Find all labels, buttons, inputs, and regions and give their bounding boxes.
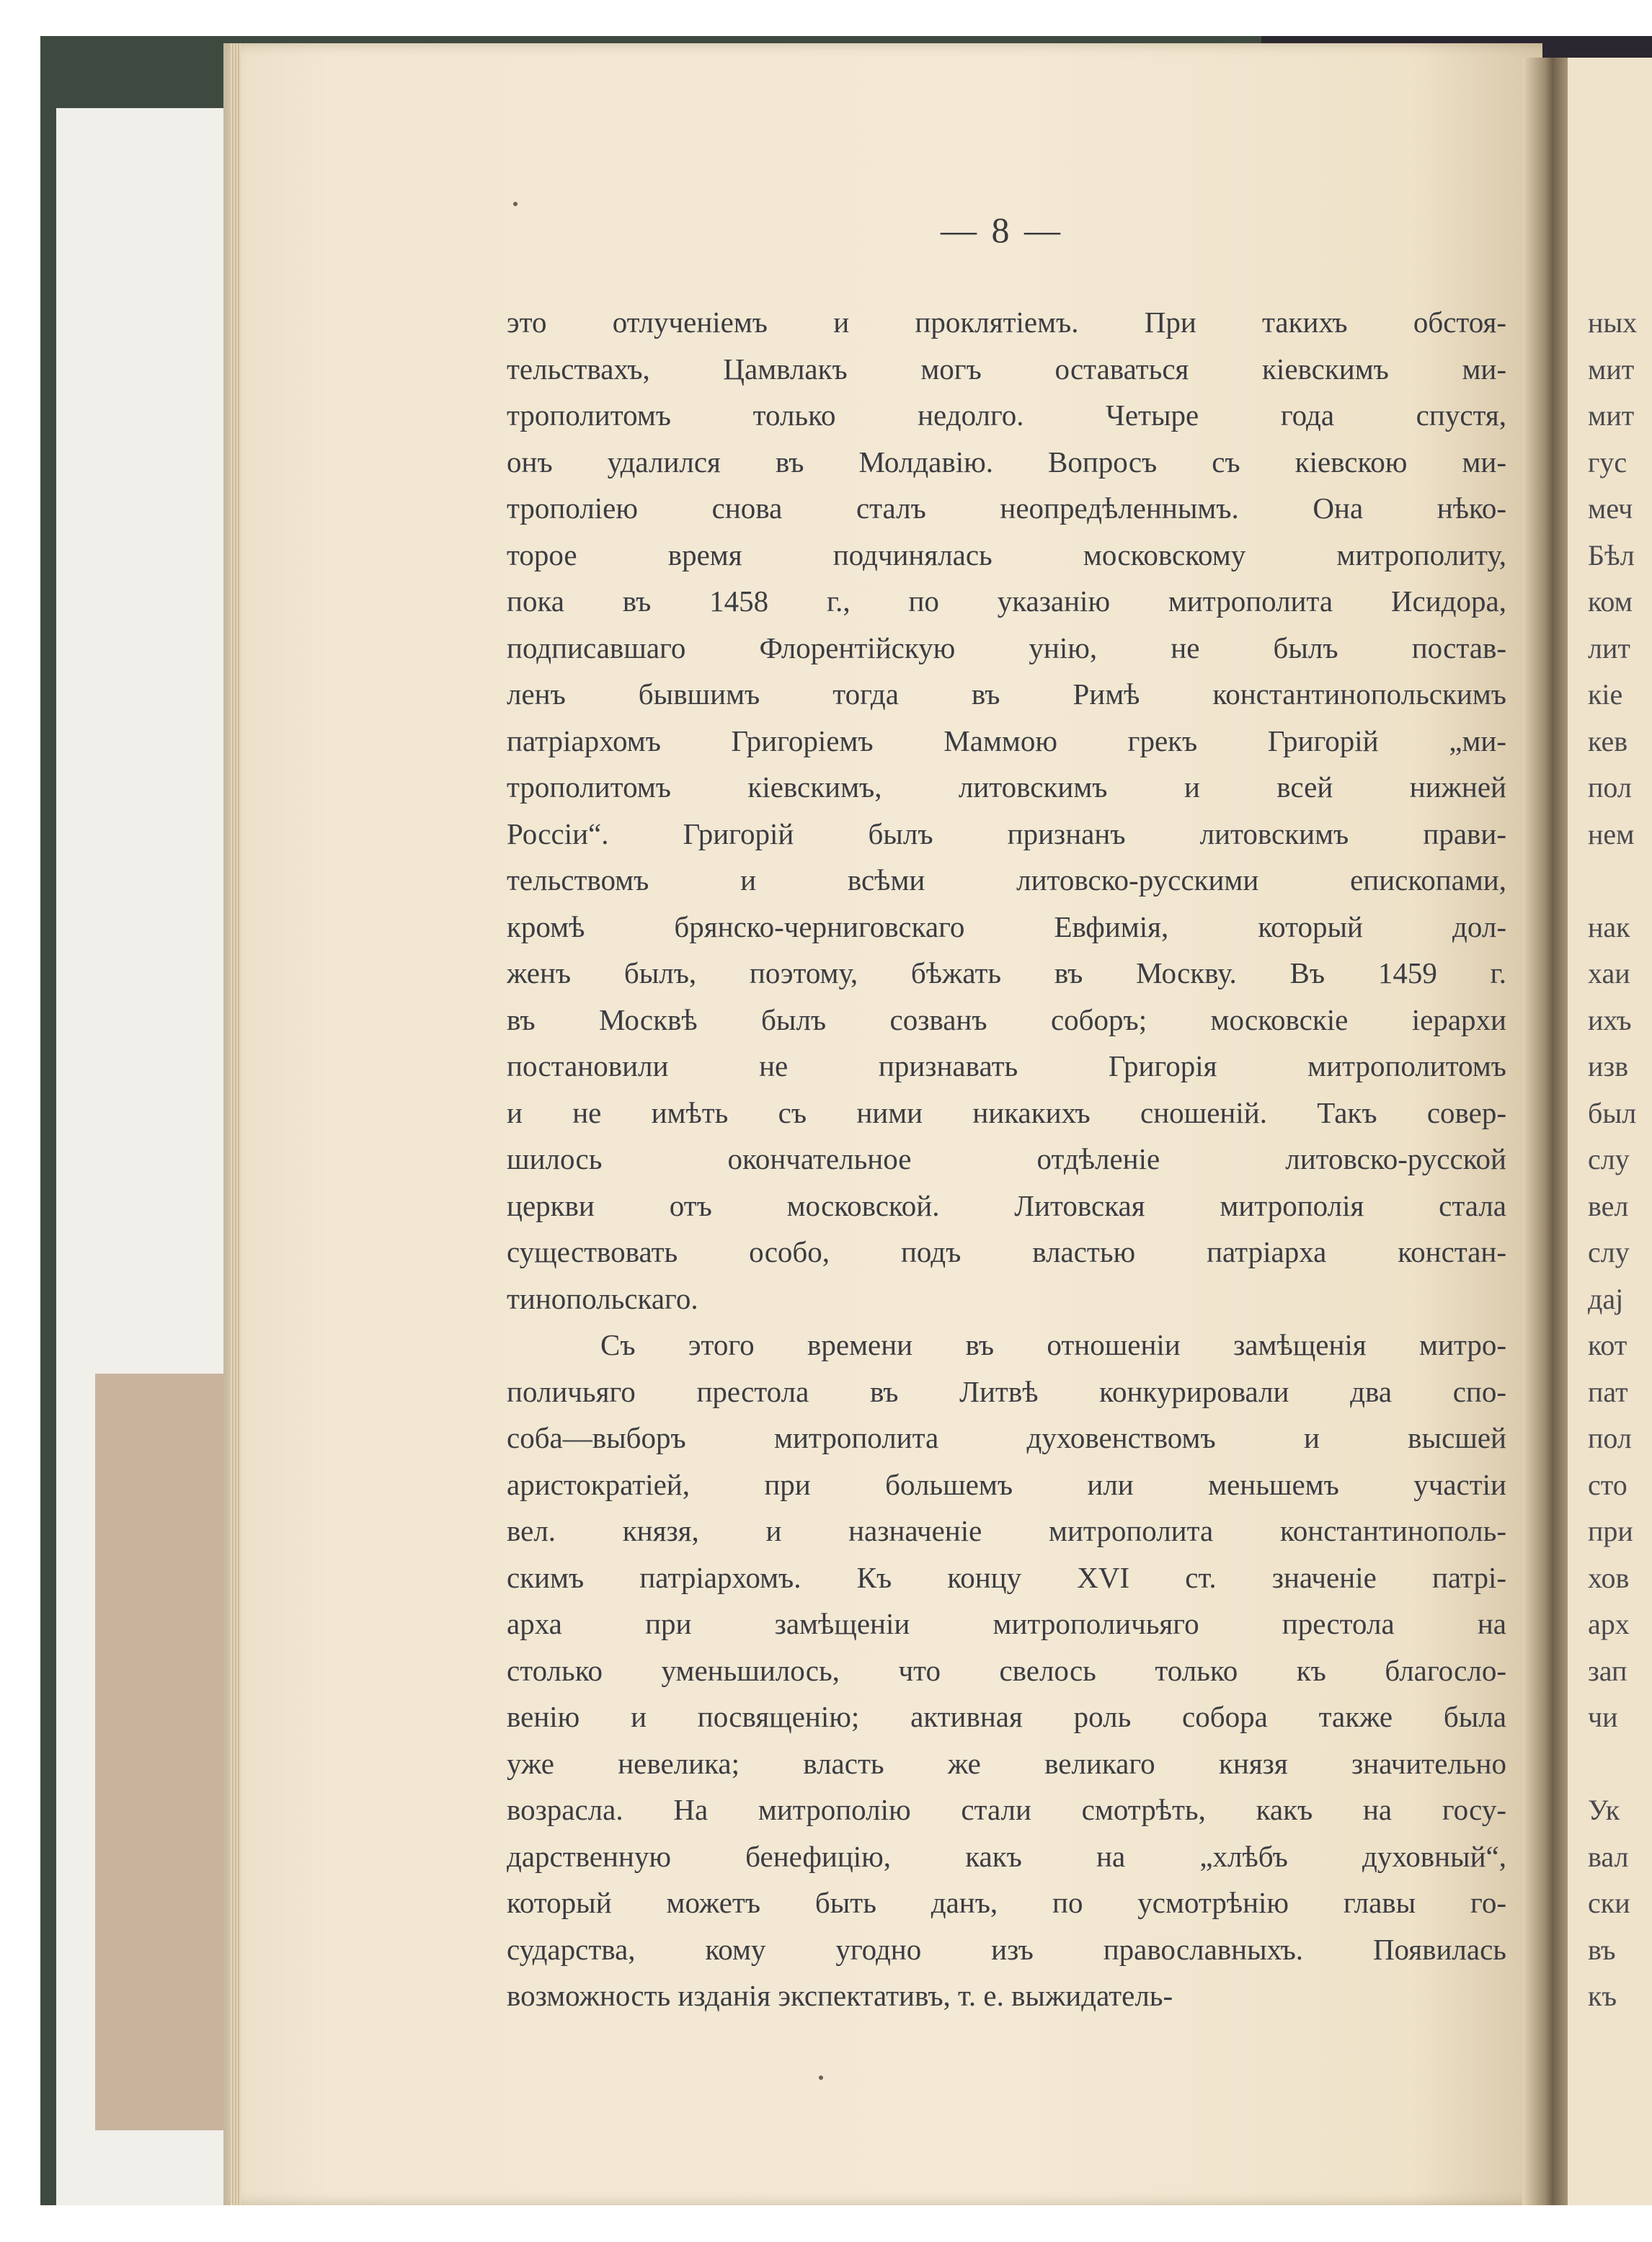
facing-page-fragment: ком [1588, 585, 1633, 618]
text-line: въ Москвѣ былъ созванъ соборъ; московскіе іерархи [507, 1002, 1506, 1036]
text-line: шилось окончательное отдѣленіе литовско-русской [507, 1142, 1506, 1175]
text-line: ленъ бывшимъ тогда въ Римѣ константинопольскимъ [507, 677, 1506, 711]
facing-page-fragment: кіе [1588, 678, 1623, 711]
text-line: торое время подчинялась московскому митрополиту, [507, 538, 1506, 571]
facing-page-fragment: слу [1588, 1143, 1630, 1175]
facing-page-fragment: дај [1588, 1282, 1624, 1315]
text-line: поличьяго престола въ Литвѣ конкурировали два спо- [507, 1374, 1506, 1408]
facing-page-fragment: вел [1588, 1189, 1629, 1222]
ink-speck [819, 2076, 823, 2080]
facing-page-fragment: нем [1588, 817, 1635, 850]
facing-page-fragment: чи [1588, 1701, 1618, 1733]
text-line: подписавшаго Флорентійскую унію, не былъ постав- [507, 631, 1506, 664]
text-line: существовать особо, подъ властью патріарха констан- [507, 1235, 1506, 1268]
text-line: сударства, кому угодно изъ православныхъ. Появилась [507, 1932, 1506, 1966]
facing-page-fragment: Бѣл [1588, 538, 1635, 571]
text-line: столько уменьшилось, что свелось только къ благосло- [507, 1653, 1506, 1687]
text-line: аристократіей, при большемъ или меньшемъ участіи [507, 1467, 1506, 1501]
facing-page-fragment: пол [1588, 771, 1632, 804]
facing-page-fragment: был [1588, 1096, 1637, 1129]
text-line: возрасла. На митрополію стали смотрѣть, какъ на госу- [507, 1793, 1506, 1826]
facing-page-fragment: вал [1588, 1840, 1629, 1873]
facing-page-fragment: лит [1588, 631, 1630, 664]
text-line: патріархомъ Григоріемъ Маммою грекъ Григорій „ми- [507, 724, 1506, 757]
facing-page [1568, 58, 1652, 2205]
facing-page-fragment: нак [1588, 910, 1630, 943]
text-line: Россіи“. Григорій былъ признанъ литовскимъ прави- [507, 817, 1506, 850]
facing-page-fragment: пол [1588, 1422, 1632, 1454]
facing-page-fragment: ихъ [1588, 1003, 1632, 1036]
facing-page-fragment: при [1588, 1515, 1633, 1547]
text-line: трополіею снова сталъ неопредѣленнымъ. Она нѣко- [507, 491, 1506, 525]
book-gutter [1522, 58, 1573, 2205]
text-line: возможность изданія экспектативъ, т. е. выжидатель- [507, 1979, 1173, 2012]
text-line: и не имѣть съ ними никакихъ сношеній. Такъ совер- [507, 1095, 1506, 1129]
facing-page-fragment: мит [1588, 352, 1635, 386]
text-line: трополитомъ кіевскимъ, литовскимъ и всей нижней [507, 770, 1506, 804]
text-line: тинопольскаго. [507, 1281, 698, 1315]
facing-page-fragment: мит [1588, 399, 1635, 432]
text-line: дарственную бенефицію, какъ на „хлѣбъ духовный“, [507, 1839, 1506, 1873]
text-line: трополитомъ только недолго. Четыре года спустя, [507, 399, 1506, 432]
facing-page-fragment: изв [1588, 1050, 1629, 1082]
facing-page-fragment: меч [1588, 492, 1633, 525]
text-line: вел. князя, и назначеніе митрополита константинополь- [507, 1514, 1506, 1547]
text-line: тельствахъ, Цамвлакъ могъ оставаться кіевскимъ ми- [507, 352, 1506, 386]
text-line: церкви отъ московской. Литовская митрополія стала [507, 1188, 1506, 1222]
facing-page-fragment: ных [1588, 306, 1638, 339]
text-line: кромѣ брянско-черниговскаго Евфимія, который дол- [507, 909, 1506, 943]
page-edges [231, 43, 241, 2205]
facing-page-fragment: гус [1588, 445, 1627, 479]
facing-page-fragment: Ук [1588, 1794, 1620, 1826]
body-text [507, 299, 1506, 2019]
facing-page-fragment: къ [1588, 1980, 1617, 2012]
facing-page-fragment: пат [1588, 1375, 1628, 1408]
text-line: онъ удалился въ Молдавію. Вопросъ съ кіевскою ми- [507, 445, 1506, 479]
text-line: венію и посвященію; активная роль собора также была [507, 1700, 1506, 1733]
facing-page-fragment: слу [1588, 1236, 1630, 1268]
text-line: пока въ 1458 г., по указанію митрополита Исидора, [507, 584, 1506, 618]
facing-page-fragment: зап [1588, 1654, 1627, 1687]
text-line: соба—выборъ митрополита духовенствомъ и высшей [507, 1421, 1506, 1454]
text-line: арха при замѣщеніи митрополичьяго престола на [507, 1607, 1506, 1640]
ink-speck [513, 202, 518, 206]
text-line: уже невелика; власть же великаго князя значительно [507, 1746, 1506, 1780]
text-line: женъ былъ, поэтому, бѣжать въ Москву. Въ 1459 г. [507, 956, 1506, 989]
facing-page-fragment: сто [1588, 1468, 1627, 1501]
facing-page-fragment: хаи [1588, 957, 1630, 989]
facing-page-fragment: ски [1588, 1887, 1630, 1919]
text-line: тельствомъ и всѣми литовско-русскими епископами, [507, 863, 1506, 897]
text-line: скимъ патріархомъ. Къ концу XVI ст. значеніе патрі- [507, 1560, 1506, 1594]
backing-card [95, 1374, 232, 2130]
text-line: это отлученіемъ и проклятіемъ. При такихъ обстоя- [507, 306, 1506, 339]
text-line: постановили не признавать Григорія митрополитомъ [507, 1049, 1506, 1082]
facing-page-fragment: хов [1588, 1561, 1630, 1594]
text-line: который можетъ быть данъ, по усмотрѣнію главы го- [507, 1886, 1506, 1919]
facing-page-fragment: кев [1588, 724, 1628, 757]
facing-page-fragment: кот [1588, 1329, 1627, 1361]
facing-page-fragment: въ [1588, 1933, 1616, 1966]
page-number: — 8 — [941, 210, 1063, 250]
facing-page-fragment: арх [1588, 1608, 1630, 1640]
text-line: Съ этого времени въ отношеніи замѣщенія митро- [600, 1328, 1506, 1361]
